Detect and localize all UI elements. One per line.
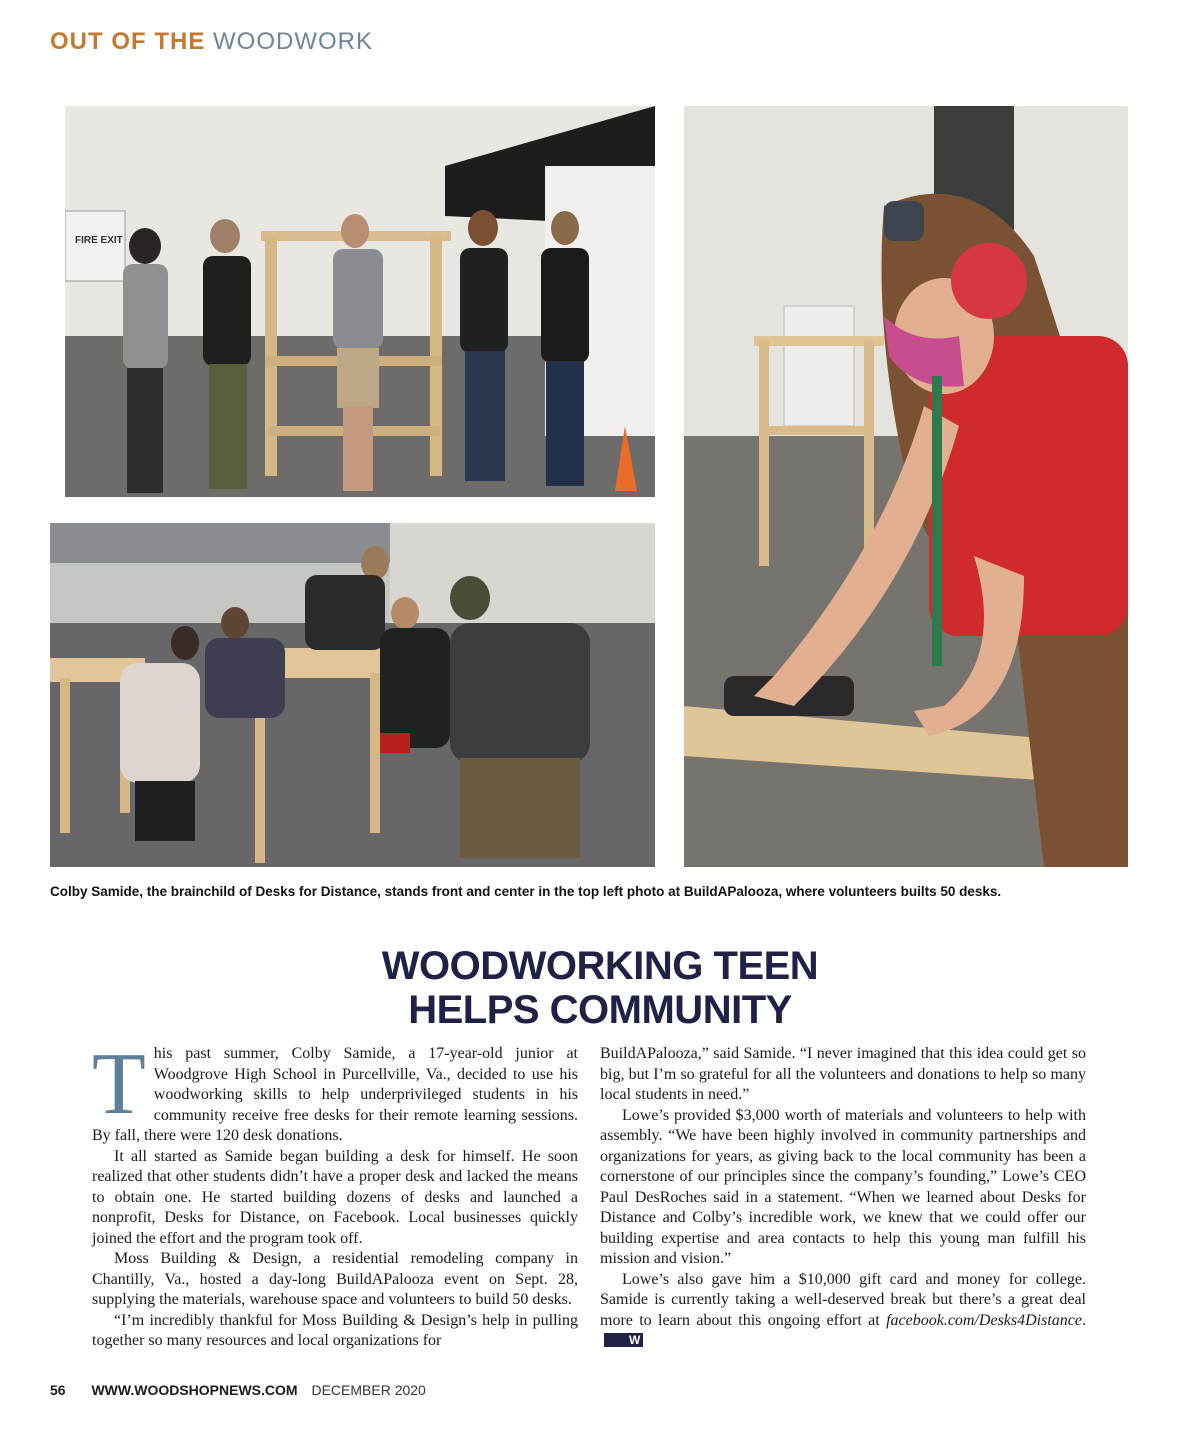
drop-cap: T (92, 1036, 146, 1133)
facebook-link[interactable]: facebook.com/Desks4Distance (886, 1311, 1082, 1329)
end-mark-icon: W (604, 1333, 643, 1347)
photo-caption: Colby Samide, the brainchild of Desks for Distance, stands front and center in the top left photo at BuildAPalooza, where volunteers builts 50 desks. (50, 884, 1002, 899)
article-paragraph-7: Lowe’s also gave him a $10,000 gift card and money for college. Samide is currently taking a well-deserved break but there’s a great deal more to learn about this ongoing effort at facebook.com/Desks4Distance.W (600, 1270, 1086, 1347)
photo-group-with-desk (65, 106, 655, 497)
article-paragraph-5: BuildAPalooza,” said Samide. “I never imagined that this idea could get so big, but I’m so grateful for all the volunteers and donations to help so many local students in need.” (600, 1045, 1086, 1103)
article-column-2 (600, 1044, 1086, 1352)
article-paragraph-4: “I’m incredibly thankful for Moss Building & Design’s help in pulling together so many resources and local organizations for (92, 1311, 578, 1349)
section-header-part2: WOODWORK (213, 28, 373, 55)
article-paragraph-3: Moss Building & Design, a residential remodeling company in Chantilly, Va., hosted a day-long BuildAPalooza event on Sept. 28, supplying the materials, warehouse space and volunteers to build 50 desks. (92, 1250, 578, 1308)
section-header-part1: OUT OF THE (50, 28, 206, 55)
article-headline (0, 944, 1200, 1032)
page-footer (50, 1382, 426, 1398)
article-paragraph-7-text: Lowe’s also gave him a $10,000 gift card and money for college. Samide is currently taking a well-deserved break but there’s a great deal more to learn about this ongoing effort at (600, 1270, 1086, 1329)
section-header (50, 28, 373, 56)
fire-exit-sign: FIRE EXIT (75, 235, 123, 246)
article-paragraph-2: It all started as Samide began building a desk for himself. He soon realized that other students didn’t have a proper desk and lacked the means to obtain one. He started building dozens of desks and launched a nonprofit, Desks for Distance, on Facebook. Local businesses quickly joined the effort and the program took off. (92, 1147, 578, 1247)
footer-issue-date: DECEMBER 2020 (311, 1382, 426, 1398)
page-number: 56 (50, 1382, 66, 1398)
footer-website: WWW.WOODSHOPNEWS.COM (91, 1382, 298, 1398)
article-column-1 (92, 1036, 578, 1352)
article-paragraph-1: his past summer, Colby Samide, a 17-year-old junior at Woodgrove High School in Purcellville, Va., decided to use his woodworking skills to help underprivileged students in his community receive free desks for their remote learning sessions. By fall, there were 120 desk donations. (92, 1045, 578, 1144)
photo-girl-sanding (684, 106, 1128, 867)
headline-line1: WOODWORKING TEEN (381, 944, 819, 988)
headline-line2: HELPS COMMUNITY (408, 988, 792, 1032)
photo-volunteers-building (50, 523, 655, 867)
article-paragraph-6: Lowe’s provided $3,000 worth of materials and volunteers to help with assembly. “We have been highly involved in community partnerships and organizations for years, as giving back to the local community has been a cornerstone of our principles since the company’s founding,” Lowe’s CEO Paul DesRoches said in a statement. “When we learned about Desks for Distance and Colby’s incredible work, we knew that we could offer our building expertise and area contacts to help this young man fulfill his mission and vision.” (600, 1106, 1086, 1267)
